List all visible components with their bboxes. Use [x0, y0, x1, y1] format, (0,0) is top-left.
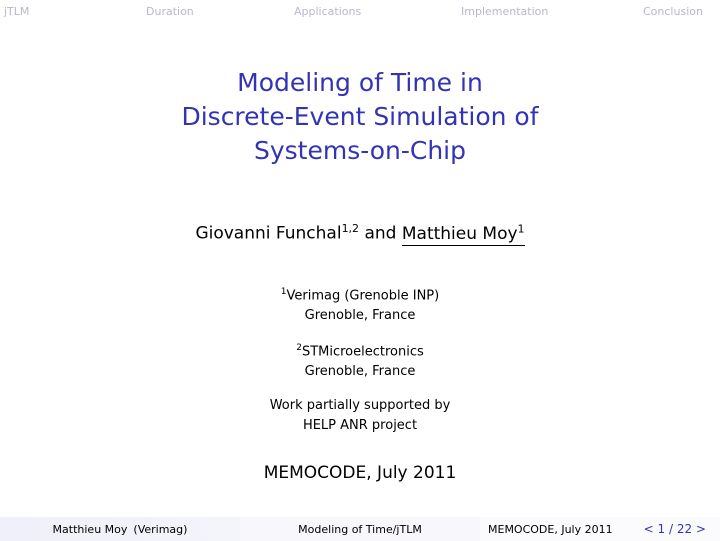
author-1: Giovanni Funchal — [195, 223, 342, 244]
footer-bar — [0, 517, 720, 541]
footer-short-title: Modeling of Time/jTLM — [298, 522, 422, 536]
title-line-3: Systems-on-Chip — [253, 136, 466, 165]
nav-item-conclusion[interactable]: Conclusion — [643, 5, 703, 18]
title-line-1: Modeling of Time in — [237, 68, 483, 97]
slide-title — [0, 66, 720, 168]
affiliation-1-name: Verimag (Grenoble INP) — [286, 288, 440, 304]
affiliation-2-location: Grenoble, France — [304, 364, 416, 380]
footer-author: Matthieu Moy — [52, 522, 128, 536]
nav-item-applications[interactable]: Applications — [294, 5, 362, 18]
footer-institute: (Verimag) — [133, 522, 188, 536]
support-line-1: Work partially supported by — [269, 398, 451, 413]
footer-author-block — [0, 517, 240, 541]
nav-item-jtlm[interactable]: jTLM — [4, 5, 30, 18]
affiliation-2-name: STMicroelectronics — [301, 344, 424, 360]
author-line — [0, 222, 720, 244]
nav-item-implementation[interactable]: Implementation — [461, 5, 549, 18]
author-1-affiliation: 1,2 — [341, 222, 360, 235]
support-line-2: HELP ANR project — [302, 418, 418, 433]
affiliation-1 — [0, 282, 720, 326]
section-navigation — [0, 0, 720, 22]
author-conjunction: and — [364, 223, 397, 244]
footer-event: MEMOCODE, July 2011 — [488, 522, 613, 536]
footer-event-block — [480, 517, 720, 541]
page-number[interactable]: < 1 / 22 > — [643, 522, 706, 536]
affiliation-2 — [0, 338, 720, 382]
author-2-affiliation: 1 — [517, 222, 525, 235]
support-note — [0, 396, 720, 436]
affiliation-2-sup: 2 — [296, 343, 302, 353]
author-2: Matthieu Moy — [401, 223, 518, 244]
footer-title-block — [240, 517, 480, 541]
title-line-2: Discrete-Event Simulation of — [181, 102, 539, 131]
affiliation-1-location: Grenoble, France — [304, 308, 416, 324]
nav-item-duration[interactable]: Duration — [146, 5, 194, 18]
author-2-underlined — [402, 224, 525, 246]
affiliation-1-sup: 1 — [280, 287, 287, 297]
event-date: MEMOCODE, July 2011 — [263, 463, 457, 483]
